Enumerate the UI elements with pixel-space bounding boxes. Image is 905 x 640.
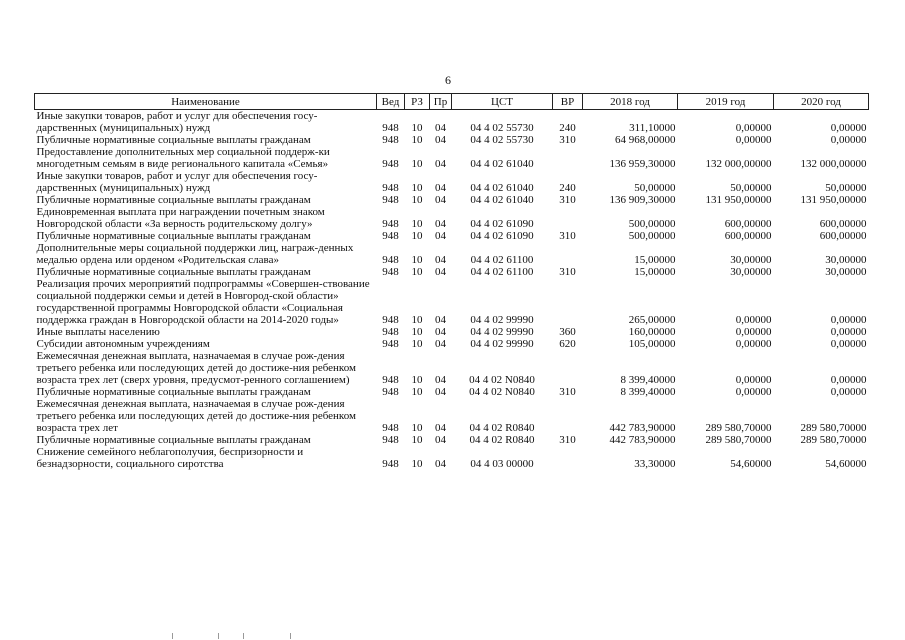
cell-pr: 04 — [435, 230, 446, 242]
table-row — [35, 266, 869, 278]
cell-ved: 948 — [382, 314, 399, 326]
cell-cst: 04 4 02 99990 — [470, 326, 534, 338]
cell-pr: 04 — [435, 422, 446, 434]
cell-2019: 600,00000 — [724, 230, 772, 242]
cell-name: Предоставление дополнительных мер социальной поддерж-ки многодетным семьям в виде регионального капитала «Семья» — [36, 146, 330, 170]
cell-rz: 10 — [411, 218, 423, 230]
scan-mark — [290, 633, 291, 639]
cell-ved: 948 — [382, 122, 399, 134]
cell-name: Публичные нормативные социальные выплаты гражданам — [36, 434, 311, 446]
cell-2018: 50,00000 — [634, 182, 676, 194]
cell-ved: 948 — [382, 338, 399, 350]
table-row — [35, 230, 869, 242]
cell-2020: 0,00000 — [830, 374, 867, 386]
cell-name: Ежемесячная денежная выплата, назначаемая в случае рож-дения третьего ребенка или последующих детей до достиже-ния ребенком возраста трех лет — [36, 398, 356, 434]
cell-ved: 948 — [382, 386, 399, 398]
table-row — [35, 206, 869, 230]
cell-ved: 948 — [382, 458, 399, 470]
cell-2019: 289 580,70000 — [705, 422, 772, 434]
cell-ved: 948 — [382, 374, 399, 386]
cell-cst: 04 4 02 61100 — [470, 266, 534, 278]
cell-pr: 04 — [435, 338, 446, 350]
cell-ved: 948 — [382, 158, 399, 170]
cell-cst: 04 4 02 R0840 — [469, 422, 535, 434]
cell-2019: 132 000,00000 — [705, 158, 772, 170]
budget-table — [34, 93, 869, 470]
cell-rz: 10 — [411, 314, 423, 326]
cell-2020: 0,00000 — [830, 338, 867, 350]
cell-2020: 30,00000 — [825, 254, 867, 266]
cell-vr: 240 — [559, 182, 576, 194]
table-row — [35, 194, 869, 206]
cell-2020: 600,00000 — [819, 230, 867, 242]
cell-pr: 04 — [435, 218, 446, 230]
cell-name: Единовременная выплата при награждении почетным знаком Новгородской области «За верность родительскому долгу» — [36, 206, 325, 230]
cell-rz: 10 — [411, 254, 423, 266]
cell-cst: 04 4 03 00000 — [470, 458, 534, 470]
table-row — [35, 386, 869, 398]
table-row — [35, 170, 869, 194]
cell-vr: 310 — [559, 230, 576, 242]
cell-2019: 0,00000 — [735, 314, 772, 326]
cell-pr: 04 — [435, 386, 446, 398]
cell-cst: 04 4 02 55730 — [470, 122, 534, 134]
cell-cst: 04 4 02 N0840 — [469, 374, 535, 386]
table-row — [35, 134, 869, 146]
cell-rz: 10 — [411, 134, 423, 146]
cell-vr — [553, 278, 583, 326]
cell-2020: 0,00000 — [830, 326, 867, 338]
cell-2019: 0,00000 — [735, 386, 772, 398]
cell-cst: 04 4 02 61090 — [470, 230, 534, 242]
header-cst: ЦСТ — [452, 94, 553, 110]
cell-2020: 131 950,00000 — [800, 194, 867, 206]
cell-2020: 54,60000 — [825, 458, 867, 470]
cell-pr: 04 — [435, 158, 446, 170]
cell-name: Публичные нормативные социальные выплаты гражданам — [36, 194, 311, 206]
cell-rz: 10 — [411, 386, 423, 398]
header-ved: Вед — [377, 94, 405, 110]
cell-ved: 948 — [382, 134, 399, 146]
cell-pr: 04 — [435, 326, 446, 338]
cell-2018: 64 968,00000 — [615, 134, 676, 146]
cell-2019: 30,00000 — [730, 254, 772, 266]
cell-cst: 04 4 02 99990 — [470, 314, 534, 326]
cell-2018: 105,00000 — [628, 338, 676, 350]
header-2019: 2019 год — [678, 94, 774, 110]
cell-pr: 04 — [435, 374, 446, 386]
cell-name: Иные закупки товаров, работ и услуг для обеспечения госу-дарственных (муниципальных) нужд — [36, 170, 318, 194]
scan-mark — [243, 633, 244, 639]
cell-2020: 132 000,00000 — [800, 158, 867, 170]
table-row — [35, 338, 869, 350]
cell-vr — [553, 242, 583, 266]
cell-vr: 310 — [559, 194, 576, 206]
cell-rz: 10 — [411, 194, 423, 206]
cell-vr: 310 — [559, 266, 576, 278]
table-header-row — [35, 94, 869, 110]
page-number: 6 — [445, 73, 451, 87]
header-name: Наименование — [35, 94, 377, 110]
cell-2019: 0,00000 — [735, 374, 772, 386]
cell-2019: 30,00000 — [730, 266, 772, 278]
cell-vr: 360 — [559, 326, 576, 338]
cell-2018: 500,00000 — [628, 230, 676, 242]
table-row — [35, 242, 869, 266]
cell-vr — [553, 206, 583, 230]
cell-ved: 948 — [382, 218, 399, 230]
cell-2019: 289 580,70000 — [705, 434, 772, 446]
cell-vr: 240 — [559, 122, 576, 134]
cell-vr — [553, 398, 583, 434]
cell-rz: 10 — [411, 458, 423, 470]
cell-2019: 0,00000 — [735, 134, 772, 146]
cell-vr — [553, 350, 583, 386]
cell-2018: 8 399,40000 — [620, 374, 676, 386]
cell-rz: 10 — [411, 422, 423, 434]
table-row — [35, 146, 869, 170]
cell-rz: 10 — [411, 338, 423, 350]
cell-cst: 04 4 02 99990 — [470, 338, 534, 350]
cell-ved: 948 — [382, 254, 399, 266]
cell-2018: 160,00000 — [628, 326, 676, 338]
cell-ved: 948 — [382, 434, 399, 446]
cell-2019: 54,60000 — [730, 458, 772, 470]
cell-2020: 0,00000 — [830, 314, 867, 326]
cell-name: Дополнительные меры социальной поддержки лиц, награж-денных медалью ордена или орденом «Родительская слава» — [36, 242, 354, 266]
cell-cst: 04 4 02 N0840 — [469, 386, 535, 398]
cell-vr: 310 — [559, 386, 576, 398]
cell-name: Публичные нормативные социальные выплаты гражданам — [36, 230, 311, 242]
cell-2018: 442 783,90000 — [609, 422, 676, 434]
header-2020: 2020 год — [774, 94, 869, 110]
cell-rz: 10 — [411, 434, 423, 446]
cell-pr: 04 — [435, 182, 446, 194]
cell-rz: 10 — [411, 158, 423, 170]
header-vr: ВР — [553, 94, 583, 110]
cell-2018: 33,30000 — [634, 458, 676, 470]
table-row — [35, 110, 869, 135]
cell-vr: 310 — [559, 434, 576, 446]
cell-name: Снижение семейного неблагополучия, беспризорности и безнадзорности, социального сиротства — [36, 446, 304, 470]
cell-pr: 04 — [435, 314, 446, 326]
cell-name: Реализация прочих мероприятий подпрограммы «Совершен-ствование социальной поддержки семьи и детей в Новгород-ской области» государственной программы Новгородской области «Социальная поддержка граждан в Новгородской области на 2014-2020 годы» — [36, 278, 370, 326]
header-pr: Пр — [430, 94, 452, 110]
cell-name: Публичные нормативные социальные выплаты гражданам — [36, 266, 311, 278]
cell-cst: 04 4 02 61100 — [470, 254, 534, 266]
scan-mark — [172, 633, 173, 639]
cell-ved: 948 — [382, 194, 399, 206]
cell-2018: 15,00000 — [634, 254, 676, 266]
table-row — [35, 398, 869, 434]
cell-name: Ежемесячная денежная выплата, назначаемая в случае рож-дения третьего ребенка или последующих детей до достиже-ния ребенком возраста трех лет (сверх уровня, предусмот-ренного соглашением) — [36, 350, 356, 386]
cell-2018: 8 399,40000 — [620, 386, 676, 398]
cell-2019: 50,00000 — [730, 182, 772, 194]
cell-pr: 04 — [435, 122, 446, 134]
cell-pr: 04 — [435, 254, 446, 266]
cell-pr: 04 — [435, 194, 446, 206]
cell-2019: 600,00000 — [724, 218, 772, 230]
cell-2020: 0,00000 — [830, 122, 867, 134]
table-row — [35, 350, 869, 386]
cell-2018: 500,00000 — [628, 218, 676, 230]
cell-2018: 136 959,30000 — [609, 158, 676, 170]
cell-name: Публичные нормативные социальные выплаты гражданам — [36, 386, 311, 398]
cell-2020: 50,00000 — [825, 182, 867, 194]
cell-rz: 10 — [411, 182, 423, 194]
cell-cst: 04 4 02 55730 — [470, 134, 534, 146]
cell-ved: 948 — [382, 326, 399, 338]
cell-2018: 15,00000 — [634, 266, 676, 278]
cell-rz: 10 — [411, 266, 423, 278]
cell-ved: 948 — [382, 230, 399, 242]
table-row — [35, 434, 869, 446]
cell-2020: 0,00000 — [830, 386, 867, 398]
cell-2018: 311,10000 — [629, 122, 676, 134]
cell-2018: 136 909,30000 — [609, 194, 676, 206]
cell-cst: 04 4 02 61090 — [470, 218, 534, 230]
cell-ved: 948 — [382, 266, 399, 278]
cell-rz: 10 — [411, 122, 423, 134]
cell-name: Публичные нормативные социальные выплаты гражданам — [36, 134, 311, 146]
cell-vr — [553, 146, 583, 170]
cell-rz: 10 — [411, 326, 423, 338]
cell-pr: 04 — [435, 458, 446, 470]
cell-2018: 265,00000 — [628, 314, 676, 326]
cell-pr: 04 — [435, 434, 446, 446]
table-row — [35, 278, 869, 326]
cell-2019: 131 950,00000 — [705, 194, 772, 206]
cell-pr: 04 — [435, 266, 446, 278]
table-row — [35, 446, 869, 470]
cell-cst: 04 4 02 61040 — [470, 158, 534, 170]
header-2018: 2018 год — [583, 94, 678, 110]
cell-2020: 30,00000 — [825, 266, 867, 278]
cell-rz: 10 — [411, 374, 423, 386]
cell-ved: 948 — [382, 422, 399, 434]
table-body — [35, 110, 869, 471]
cell-name: Иные выплаты населению — [36, 326, 160, 338]
cell-vr: 620 — [559, 338, 576, 350]
cell-2019: 0,00000 — [735, 326, 772, 338]
cell-name: Субсидии автономным учреждениям — [36, 338, 210, 350]
cell-2020: 289 580,70000 — [800, 422, 867, 434]
cell-2019: 0,00000 — [735, 338, 772, 350]
cell-2018: 442 783,90000 — [609, 434, 676, 446]
cell-name: Иные закупки товаров, работ и услуг для обеспечения госу-дарственных (муниципальных) нужд — [36, 110, 318, 134]
cell-cst: 04 4 02 61040 — [470, 182, 534, 194]
table-row — [35, 326, 869, 338]
cell-2020: 600,00000 — [819, 218, 867, 230]
cell-pr: 04 — [435, 134, 446, 146]
scan-mark — [218, 633, 219, 639]
cell-2020: 0,00000 — [830, 134, 867, 146]
cell-2020: 289 580,70000 — [800, 434, 867, 446]
cell-vr: 310 — [559, 134, 576, 146]
cell-rz: 10 — [411, 230, 423, 242]
cell-vr — [553, 446, 583, 470]
cell-2019: 0,00000 — [735, 122, 772, 134]
cell-cst: 04 4 02 R0840 — [469, 434, 535, 446]
header-rz: РЗ — [405, 94, 430, 110]
cell-ved: 948 — [382, 182, 399, 194]
cell-cst: 04 4 02 61040 — [470, 194, 534, 206]
